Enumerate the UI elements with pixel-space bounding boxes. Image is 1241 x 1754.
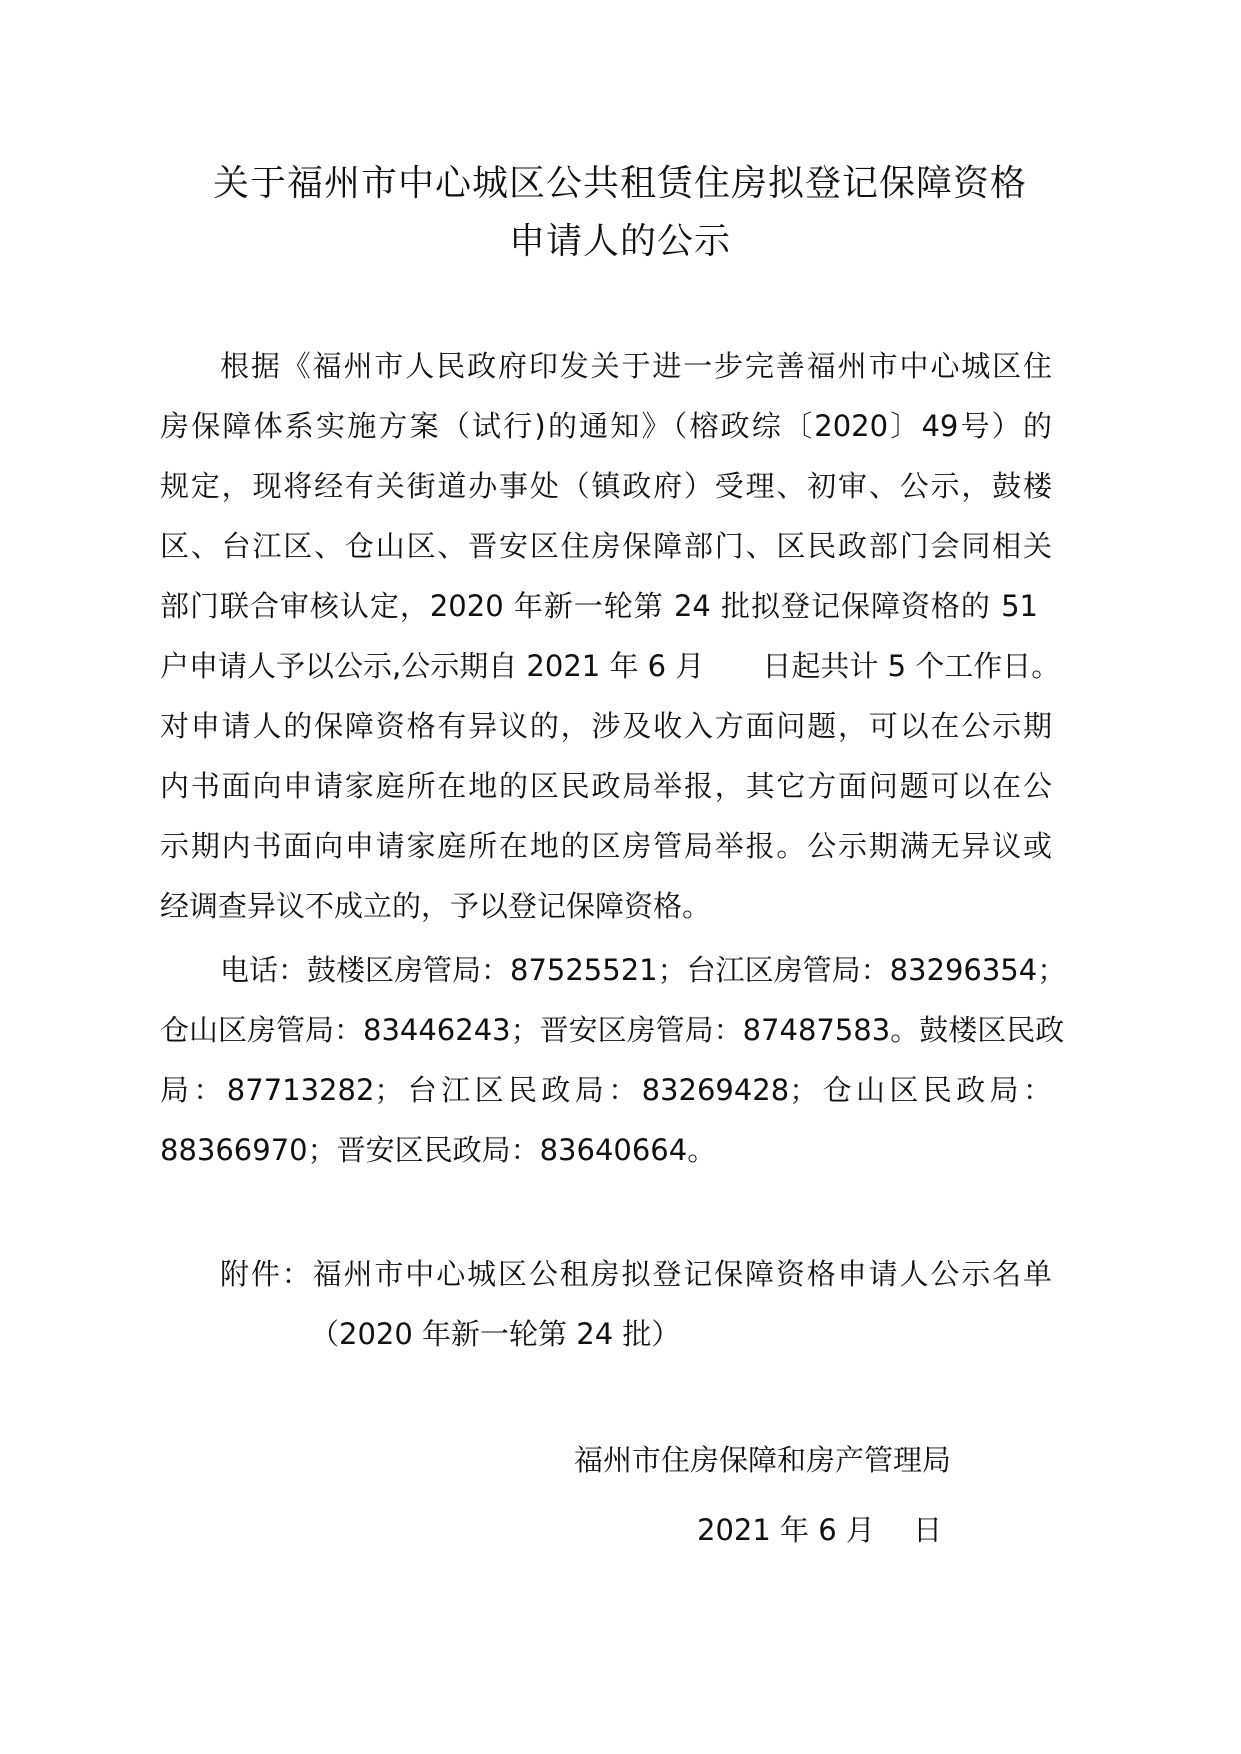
paragraph-line: 经调查异议不成立的，予以登记保障资格。 — [160, 889, 712, 923]
attachment-line: 附件：福州市中心城区公租房拟登记保障资格申请人公示名单 — [220, 1257, 1052, 1291]
phone-line: 88366970；晋安区民政局：83640664。 — [160, 1133, 717, 1167]
phone-line: 电话：鼓楼区房管局：87525521；台江区房管局：83296354； — [220, 953, 1067, 987]
paragraph-line: 根据《福州市人民政府印发关于进一步完善福州市中心城区住 — [220, 349, 1052, 383]
issue-date: 2021 年 6 月 日 — [697, 1513, 943, 1547]
paragraph-line: 对申请人的保障资格有异议的，涉及收入方面问题，可以在公示期 — [160, 709, 1052, 743]
paragraph-line: 规定，现将经有关街道办事处（镇政府）受理、初审、公示，鼓楼 — [160, 469, 1052, 503]
paragraph-line: 区、台江区、仓山区、晋安区住房保障部门、区民政部门会同相关 — [160, 529, 1052, 563]
phone-line: 局：87713282；台江区民政局：83269428；仓山区民政局： — [160, 1073, 1052, 1107]
paragraph-line: 部门联合审核认定，2020 年新一轮第 24 批拟登记保障资格的 51 — [160, 589, 1038, 623]
paragraph-line: 户申请人予以公示,公示期自 2021 年 6 月 日起共计 5 个工作日。 — [160, 649, 1061, 683]
paragraph-line: 内书面向申请家庭所在地的区民政局举报，其它方面问题可以在公 — [160, 769, 1052, 803]
document-title-line1: 关于福州市中心城区公共租赁住房拟登记保障资格 — [212, 163, 1027, 204]
attachment-subtitle: （2020 年新一轮第 24 批） — [310, 1317, 681, 1351]
paragraph-line: 房保障体系实施方案（试行)的通知》（榕政综〔2020〕49号）的 — [160, 409, 1052, 443]
document-title-line2: 申请人的公示 — [508, 221, 731, 262]
paragraph-line: 示期内书面向申请家庭所在地的区房管局举报。公示期满无异议或 — [160, 829, 1052, 863]
phone-line: 仓山区房管局：83446243；晋安区房管局：87487583。鼓楼区民政 — [160, 1013, 1065, 1047]
issuer-name: 福州市住房保障和房产管理局 — [574, 1443, 952, 1477]
